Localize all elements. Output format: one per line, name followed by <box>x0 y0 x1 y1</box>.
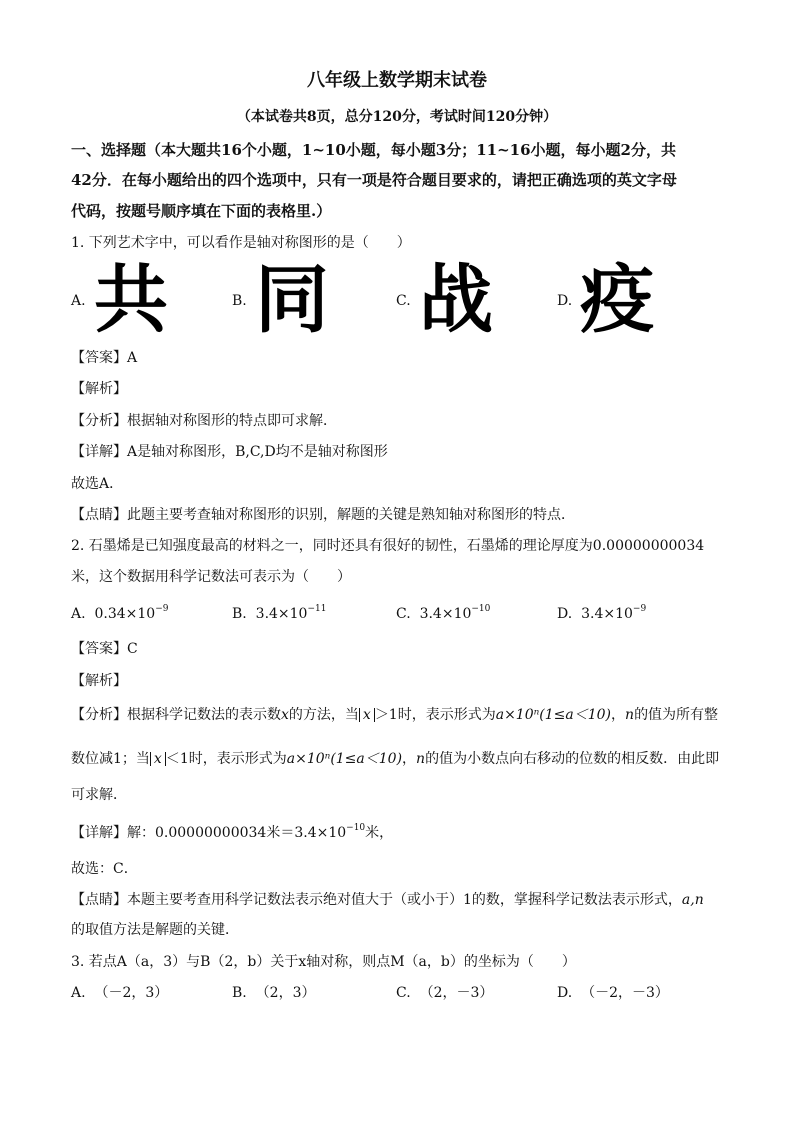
q2-option-c-letter: C. <box>396 606 411 622</box>
q2-option-a-letter: A. <box>71 606 86 622</box>
absolute-value-x <box>359 708 375 722</box>
q2-detail <box>71 824 393 842</box>
q2-option-b <box>232 605 326 623</box>
q2-answer: 【答案】C <box>71 641 138 657</box>
q2-analysis-line1 <box>71 706 718 724</box>
q2-comment-text: 【点睛】本题主要考查用科学记数法表示绝对值大于（或小于）1的数，掌握科学记数法表示形式， <box>71 892 682 908</box>
q1-option-b-letter: B. <box>232 293 247 309</box>
q2-analysis-heading: 【解析】 <box>71 673 127 689</box>
q1-option-a-glyph: 共 <box>94 257 168 343</box>
q3-option-d <box>557 984 669 1002</box>
q3-option-c-letter: C. <box>396 985 411 1001</box>
q2-detail-exponent: −10 <box>346 823 366 833</box>
variable-x: x <box>362 707 371 723</box>
sci-notation-form: a×10ⁿ(1≤a＜10) <box>286 751 403 767</box>
q2-option-d <box>557 605 646 623</box>
variable-x: x <box>153 751 162 767</box>
q1-option-d-glyph: 疫 <box>580 257 654 343</box>
sci-notation-form: a×10ⁿ(1≤a＜10) <box>495 707 612 723</box>
q1-option-d-letter: D. <box>557 293 573 309</box>
question-1-stem: 1. 下列艺术字中，可以看作是轴对称图形的是（ ） <box>71 235 411 251</box>
q3-option-c-value: （2，－3） <box>419 985 494 1001</box>
absolute-value-x <box>150 752 166 766</box>
variable-n: n <box>416 751 426 767</box>
q2-analysis-text: 【分析】根据科学记数法的表示数 <box>71 707 281 723</box>
q2-option-c <box>396 605 490 623</box>
q2-analysis-text: ， <box>611 707 626 723</box>
q2-analysis-text: ＞1时，表示形式为 <box>374 707 496 723</box>
q2-option-c-exponent: −10 <box>471 604 491 614</box>
q2-analysis-text: ＜1时，表示形式为 <box>165 751 287 767</box>
question-2-stem-line2: 米，这个数据用科学记数法可表示为（ ） <box>71 569 351 585</box>
variable-n: n <box>625 707 635 723</box>
q2-analysis-line2 <box>71 750 719 768</box>
q1-option-b-glyph: 同 <box>255 257 329 343</box>
q2-option-d-letter: D. <box>557 606 573 622</box>
q3-option-a-letter: A. <box>71 985 86 1001</box>
question-2-stem-line1: 2. 石墨烯是已知强度最高的材料之一，同时还具有很好的韧性，石墨烯的理论厚度为0.00000000034 <box>71 538 705 554</box>
q2-comment-line1 <box>71 891 704 909</box>
q3-option-b-value: （2，3） <box>255 985 316 1001</box>
q2-comment-line2: 的取值方法是解题的关键． <box>71 922 239 938</box>
q2-option-d-base: 3.4×10 <box>581 606 633 622</box>
q1-detail: 【详解】A是轴对称图形，B,C,D均不是轴对称图形 <box>71 444 388 460</box>
q1-choice: 故选A． <box>71 476 124 492</box>
q3-option-b-letter: B. <box>232 985 247 1001</box>
q2-analysis-text: 的值为小数点向右移动的位数的相反数．由此即 <box>425 751 720 767</box>
q2-detail-text: 米， <box>365 825 394 841</box>
q2-option-a <box>71 605 168 623</box>
q2-analysis-text: 的值为所有整 <box>634 707 719 723</box>
q1-option-c-glyph: 战 <box>419 257 493 343</box>
q1-comment: 【点睛】此题主要考查轴对称图形的识别，解题的关键是熟知轴对称图形的特点． <box>71 507 575 523</box>
variables-a-n: a,n <box>681 892 704 908</box>
q3-option-d-value: （－2，－3） <box>581 985 669 1001</box>
exam-info: （本试卷共8页，总分120分，考试时间120分钟） <box>236 109 558 125</box>
q2-option-a-exponent: −9 <box>155 604 169 614</box>
q3-option-a-value: （－2，3） <box>94 985 169 1001</box>
q2-option-b-exponent: −11 <box>307 604 327 614</box>
q1-answer: 【答案】A <box>71 350 138 366</box>
q2-analysis-text: 的方法，当 <box>288 707 359 723</box>
q3-option-a <box>71 984 168 1002</box>
q2-analysis-text: 数位减1；当 <box>71 751 150 767</box>
q3-option-d-letter: D. <box>557 985 573 1001</box>
q3-option-b <box>232 984 315 1002</box>
q1-option-a-letter: A. <box>71 293 86 309</box>
q2-option-d-exponent: −9 <box>632 604 647 614</box>
section-instructions-line2: 42分．在每小题给出的四个选项中，只有一项是符合题目要求的，请把正确选项的英文字母 <box>71 171 677 189</box>
q1-analysis-heading: 【解析】 <box>71 381 127 397</box>
q1-analysis: 【分析】根据轴对称图形的特点即可求解． <box>71 413 337 429</box>
variable-x: x <box>281 707 289 723</box>
q2-analysis-text: ， <box>402 751 417 767</box>
q2-option-c-base: 3.4×10 <box>419 606 472 622</box>
q2-analysis-line3: 可求解． <box>71 787 127 803</box>
q2-choice: 故选：C． <box>71 861 138 877</box>
q2-detail-text: 【详解】解：0.00000000034米＝3.4×10 <box>71 825 347 841</box>
q2-option-b-base: 3.4×10 <box>255 606 308 622</box>
question-3-stem: 3. 若点A（a，3）与B（2，b）关于x轴对称，则点M（a，b）的坐标为（ ） <box>71 954 576 970</box>
q1-option-c-letter: C. <box>396 293 411 309</box>
section-instructions-line3: 代码，按题号顺序填在下面的表格里.） <box>71 202 332 220</box>
page-title: 八年级上数学期末试卷 <box>307 70 487 91</box>
q3-option-c <box>396 984 493 1002</box>
section-instructions-line1: 一、选择题（本大题共16个小题，1~10小题，每小题3分；11~16小题，每小题2分，共 <box>71 141 676 159</box>
q2-option-b-letter: B. <box>232 606 247 622</box>
q2-option-a-base: 0.34×10 <box>94 606 156 622</box>
